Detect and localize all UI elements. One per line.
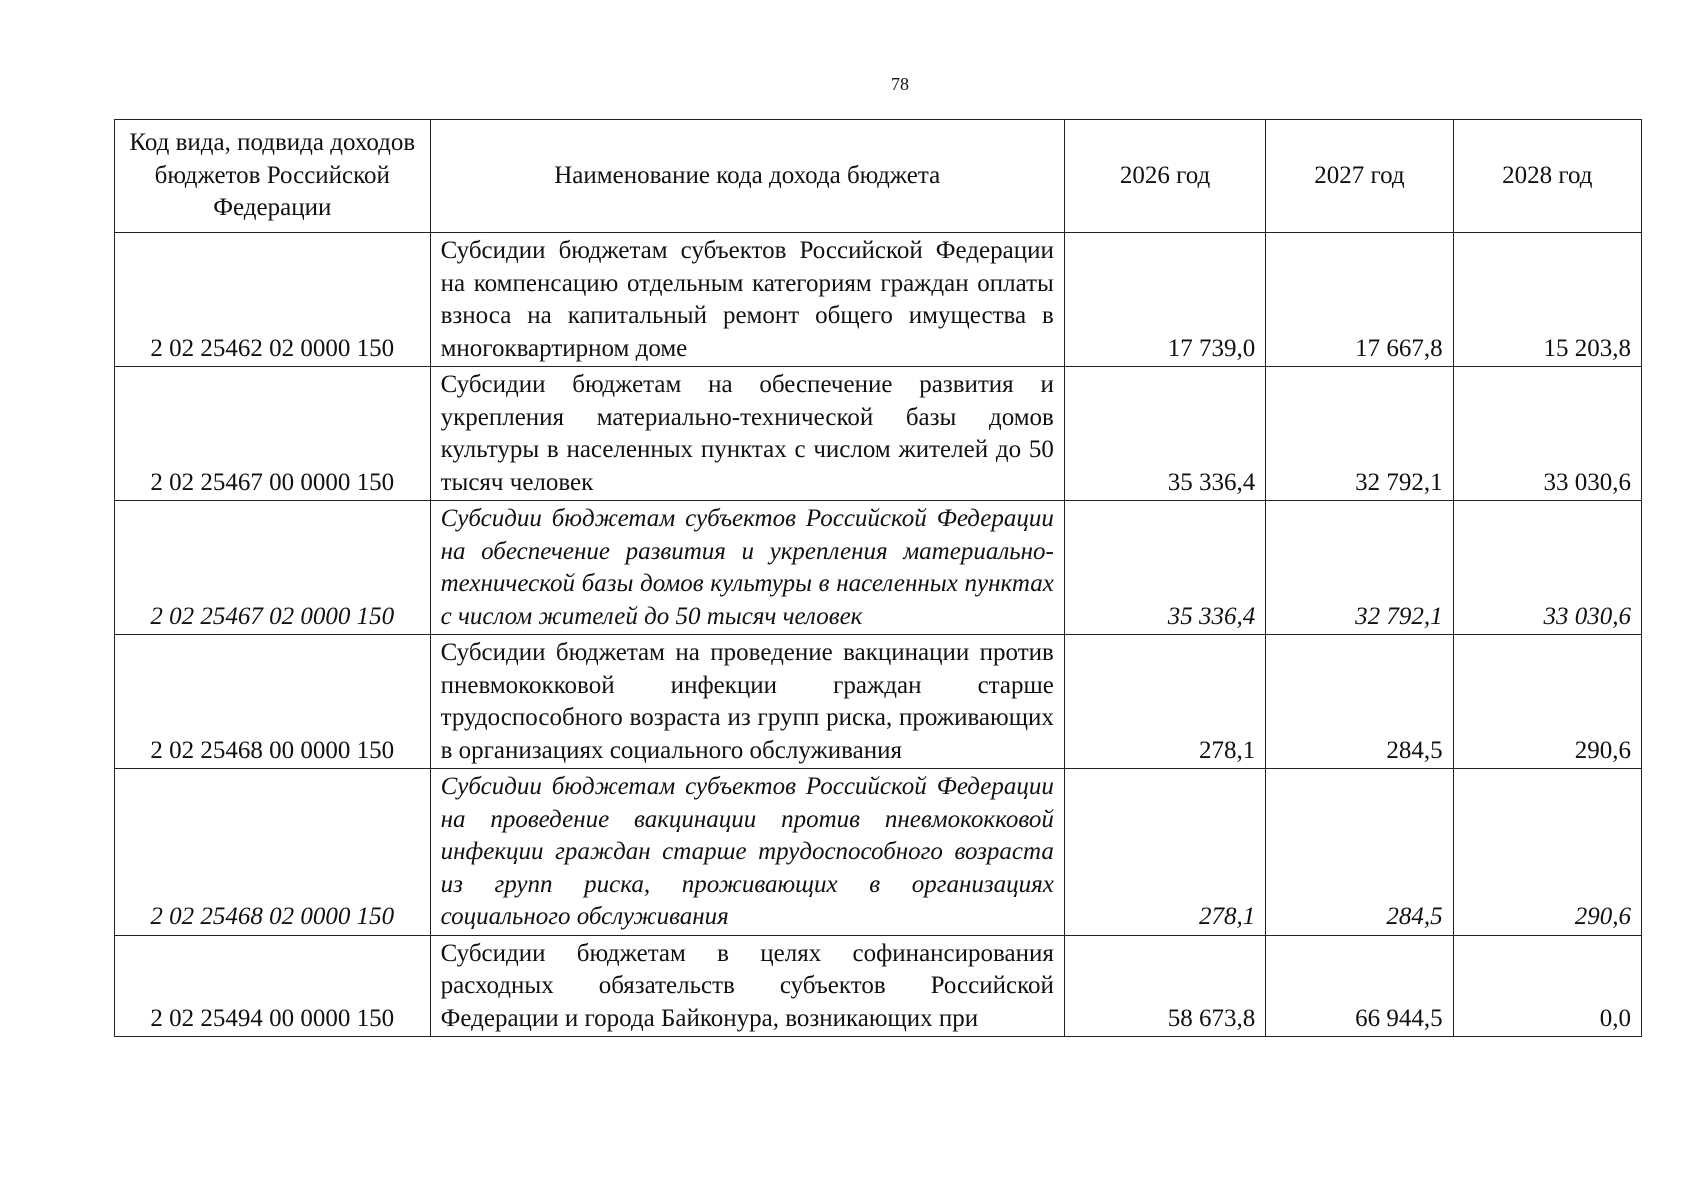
row-code: 2 02 25467 02 0000 150 [115,501,431,635]
table-header-row [115,120,1642,233]
header-name: Наименование кода дохода бюджета [430,120,1064,233]
row-name: Субсидии бюджетам субъектов Российской Федерации на обеспечение развития и укрепления материально-технической базы домов культуры в населенных пунктах с числом жителей до 50 тысяч человек [430,501,1064,635]
row-value-2026: 35 336,4 [1064,501,1265,635]
row-name: Субсидии бюджетам в целях софинансирования расходных обязательств субъектов Российской Федерации и города Байконура, возникающих при [430,935,1064,1037]
table-row [115,769,1642,936]
row-code: 2 02 25462 02 0000 150 [115,233,431,367]
row-value-2026: 278,1 [1064,769,1265,936]
row-value-2027: 32 792,1 [1266,501,1453,635]
table-row [115,233,1642,367]
row-value-2027: 17 667,8 [1266,233,1453,367]
table-row [115,501,1642,635]
row-code: 2 02 25494 00 0000 150 [115,935,431,1037]
budget-revenue-table [114,119,1642,1037]
table-row [115,935,1642,1037]
row-value-2028: 33 030,6 [1453,501,1641,635]
row-value-2028: 15 203,8 [1453,233,1641,367]
table-row [115,635,1642,769]
row-code: 2 02 25468 02 0000 150 [115,769,431,936]
header-year-2028: 2028 год [1453,120,1641,233]
row-value-2027: 284,5 [1266,635,1453,769]
header-year-2026: 2026 год [1064,120,1265,233]
row-value-2026: 35 336,4 [1064,367,1265,501]
row-value-2028: 290,6 [1453,635,1641,769]
row-name: Субсидии бюджетам на обеспечение развития и укрепления материально-технической базы домов культуры в населенных пунктах с числом жителей до 50 тысяч человек [430,367,1064,501]
row-value-2027: 32 792,1 [1266,367,1453,501]
row-value-2027: 66 944,5 [1266,935,1453,1037]
row-code: 2 02 25467 00 0000 150 [115,367,431,501]
row-value-2028: 0,0 [1453,935,1641,1037]
page-number: 78 [891,74,909,94]
row-name: Субсидии бюджетам на проведение вакцинации против пневмококковой инфекции граждан старше трудоспособного возраста из групп риска, проживающих в организациях социального обслуживания [430,635,1064,769]
header-year-2027: 2027 год [1266,120,1453,233]
row-value-2026: 17 739,0 [1064,233,1265,367]
row-value-2026: 278,1 [1064,635,1265,769]
row-name: Субсидии бюджетам субъектов Российской Федерации на компенсацию отдельным категориям граждан оплаты взноса на капитальный ремонт общего имущества в многоквартирном доме [430,233,1064,367]
table-row [115,367,1642,501]
row-value-2028: 290,6 [1453,769,1641,936]
row-value-2028: 33 030,6 [1453,367,1641,501]
row-name: Субсидии бюджетам субъектов Российской Федерации на проведение вакцинации против пневмококковой инфекции граждан старше трудоспособного возраста из групп риска, проживающих в организациях социального обслуживания [430,769,1064,936]
row-value-2026: 58 673,8 [1064,935,1265,1037]
row-code: 2 02 25468 00 0000 150 [115,635,431,769]
header-code: Код вида, подвида доходов бюджетов Российской Федерации [115,120,431,233]
row-value-2027: 284,5 [1266,769,1453,936]
